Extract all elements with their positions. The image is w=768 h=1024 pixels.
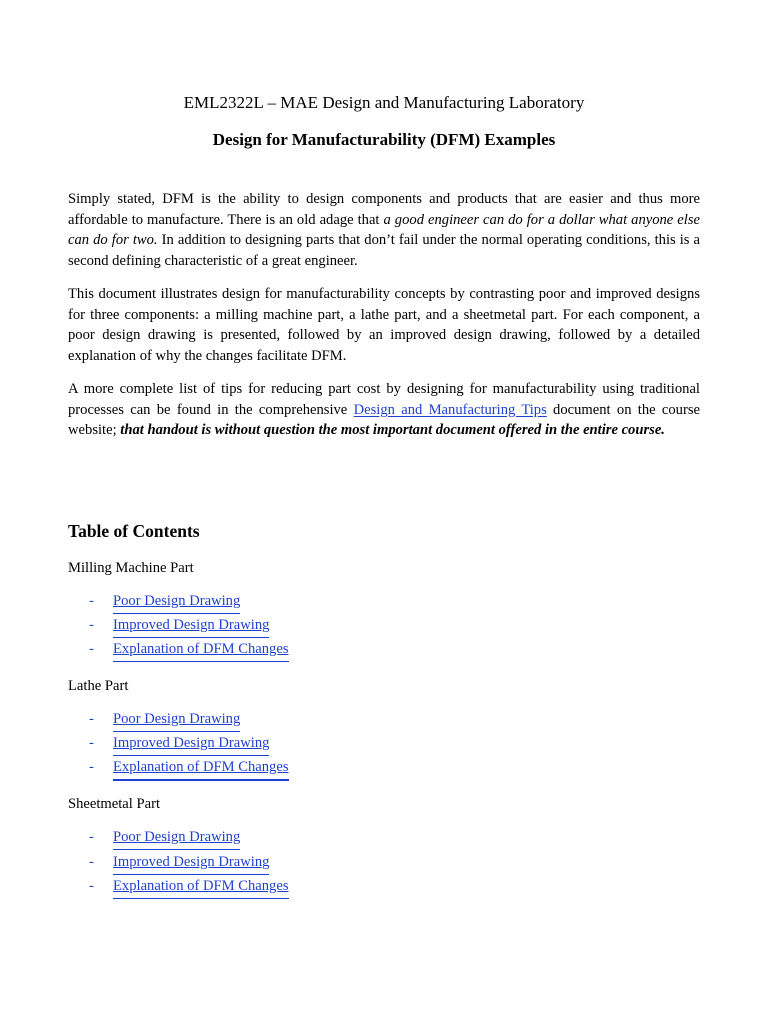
milling-explanation-link[interactable]: Explanation of DFM Changes (113, 639, 289, 662)
lathe-poor-design-link[interactable]: Poor Design Drawing (113, 709, 240, 732)
intro-paragraph-2: This document illustrates design for manufacturability concepts by contrasting poor and improved designs for three components: a milling machine part, a lathe part, and a sheetmetal part. For each component, a poor design drawing is presented, followed by an improved design drawing, followed by a detailed explanation of why the changes facilitate DFM. (68, 286, 700, 365)
list-dash: - (89, 711, 94, 727)
lathe-improved-design-link[interactable]: Improved Design Drawing (113, 733, 269, 756)
intro-p1-text-b: In addition to designing parts that don’t fail under the normal operating conditions, this is a second defining characteristic of a great engineer. (68, 232, 700, 270)
intro-p1-text-a: Simply stated, DFM is the ability to design components and products that are easier and thus more affordable to manufacture. There is an old adage that (68, 191, 700, 228)
intro-paragraph-3 (68, 379, 700, 441)
list-dash: - (89, 735, 94, 751)
list-dash: - (89, 617, 94, 633)
toc-section-milling: Milling Machine Part (68, 560, 194, 576)
toc-section-sheetmetal: Sheetmetal Part (68, 796, 160, 812)
lathe-explanation-link[interactable]: Explanation of DFM Changes (113, 757, 289, 781)
design-manufacturing-tips-link[interactable]: Design and Manufacturing Tips (353, 401, 547, 418)
sheetmetal-explanation-link[interactable]: Explanation of DFM Changes (113, 876, 289, 899)
list-dash: - (89, 829, 94, 845)
intro-p3-text-b: document on the course website; (68, 401, 700, 439)
list-dash: - (89, 854, 94, 870)
milling-poor-design-link[interactable]: Poor Design Drawing (113, 591, 240, 614)
milling-improved-design-link[interactable]: Improved Design Drawing (113, 615, 269, 638)
intro-p3-text-a: A more complete list of tips for reducing part cost by designing for manufacturability using traditional processes can be found in the comprehensive (68, 381, 700, 418)
intro-p3-emphasis: that handout is without question the most important document offered in the entire course. (120, 422, 665, 439)
list-dash: - (89, 878, 94, 894)
document-title: Design for Manufacturability (DFM) Examples (212, 130, 556, 149)
sheetmetal-poor-design-link[interactable]: Poor Design Drawing (113, 827, 240, 850)
toc-section-lathe: Lathe Part (68, 678, 129, 694)
list-dash: - (89, 593, 94, 609)
sheetmetal-improved-design-link[interactable]: Improved Design Drawing (113, 852, 269, 875)
list-dash: - (89, 759, 94, 775)
intro-paragraph-1 (68, 189, 700, 272)
list-dash: - (89, 641, 94, 657)
toc-heading: Table of Contents (68, 521, 200, 541)
intro-p1-adage: a good engineer can do for a dollar what anyone else can do for two. (68, 211, 700, 249)
course-title: EML2322L – MAE Design and Manufacturing Laboratory (183, 93, 585, 112)
